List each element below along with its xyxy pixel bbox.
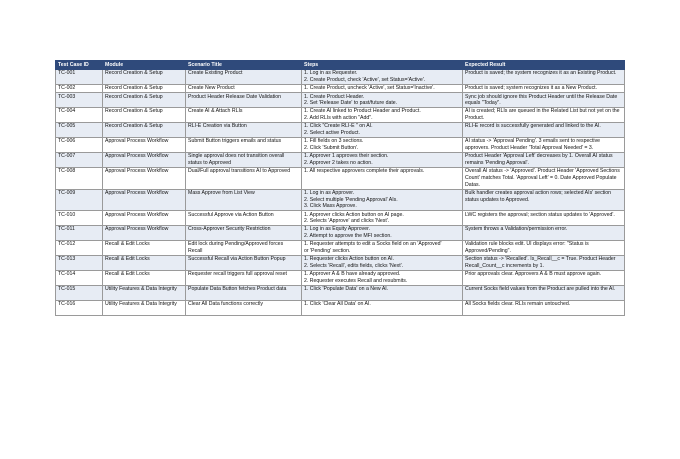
cell-scenario-title: Product Header Release Date Validation [186,93,302,108]
step-line: 1. Log in as Approver. [304,189,355,196]
cell-steps [302,138,463,153]
step-line: 1. Fill fields on 3 sections. [304,138,364,145]
step-line: 1. Approver A & B have already approved. [304,271,401,278]
cell-expected-result: Validation rule blocks edit. UI displays error: "Status is Approved/Pending". [463,241,625,256]
step-line: 2. Click 'Submit Button'. [304,145,359,152]
cell-expected-result: Overall AI status -> 'Approved'. Product Header 'Approved Sections Count' matches Total. 'Approval Left' = 0. Date Approved Populate Datas. [463,167,625,189]
cell-scenario-title: Requester recall triggers full approval reset [186,271,302,286]
step-line: 2. Selects 'Recall', edits fields, clicks 'Next'. [304,263,404,270]
header-scenario-title: Scenario Title [186,61,302,70]
cell-module: Approval Process Workflow [103,138,186,153]
cell-module: Approval Process Workflow [103,153,186,168]
cell-test-case-id: TC-012 [56,241,103,256]
table-row [56,189,625,211]
step-line: 1. All respective approvers complete their approvals. [304,168,425,175]
table-row [56,300,625,315]
table-row [56,226,625,241]
cell-expected-result: LWC registers the approval; section status updates to 'Approved'. [463,211,625,226]
step-line: 2. Requester executes Recall and resubmits. [304,277,408,284]
step-line: 1. Requester clicks Action button on AI. [304,256,394,263]
cell-scenario-title: Mass Approve from List View [186,189,302,211]
step-line: 1. Click 'Populate Data' on a New AI. [304,286,389,293]
cell-steps [302,271,463,286]
cell-test-case-id: TC-002 [56,84,103,92]
cell-test-case-id: TC-005 [56,123,103,138]
step-line: 1. Create AI linked to Product Header and Product. [304,108,421,115]
cell-steps [302,123,463,138]
cell-scenario-title: Dual/Full approval transitions AI to Approved [186,167,302,189]
cell-expected-result: Sync job should ignore this Product Header until the Release Date equals "Today". [463,93,625,108]
table-row [56,138,625,153]
cell-expected-result: AI status -> 'Approval Pending'. 3 emails sent to respective approvers. Product Header 'Total Approval Needed' = 3. [463,138,625,153]
cell-scenario-title: Populate Data Button fetches Product data [186,285,302,300]
cell-steps [302,189,463,211]
step-line: 1. Create Product, uncheck 'Active', set Status='Inactive'. [304,85,435,92]
cell-module: Recall & Edit Locks [103,241,186,256]
cell-scenario-title: Create AI & Attach RLIs [186,108,302,123]
cell-steps [302,226,463,241]
cell-expected-result: System throws a Validation/permission error. [463,226,625,241]
cell-scenario-title: Successful Approve via Action Button [186,211,302,226]
step-line: 1. Approver 1 approves their section. [304,153,389,160]
table-row [56,153,625,168]
cell-module: Approval Process Workflow [103,211,186,226]
header-expected-result: Expected Result [463,61,625,70]
step-line: 1. Approver clicks Action button on AI page. [304,211,404,218]
cell-module: Utility Features & Data Integrity [103,285,186,300]
cell-steps [302,300,463,315]
cell-expected-result: All Socks fields clear. RLIs remain untouched. [463,300,625,315]
cell-test-case-id: TC-008 [56,167,103,189]
table-row [56,285,625,300]
step-line: 1. Click 'Clear All Data' on AI. [304,301,371,308]
header-test-case-id: Test Case ID [56,61,103,70]
table-row [56,93,625,108]
cell-test-case-id: TC-004 [56,108,103,123]
cell-steps [302,84,463,92]
cell-test-case-id: TC-011 [56,226,103,241]
cell-steps [302,256,463,271]
cell-scenario-title: Create Existing Product [186,69,302,84]
step-line: 2. Select multiple 'Pending Approval' AIs. [304,196,398,203]
cell-scenario-title: RLI-E Creation via Button [186,123,302,138]
test-case-sheet [55,60,624,316]
header-module: Module [103,61,186,70]
cell-scenario-title: Successful Recall via Action Button Popup [186,256,302,271]
cell-test-case-id: TC-007 [56,153,103,168]
cell-module: Recall & Edit Locks [103,271,186,286]
cell-scenario-title: Submit Button triggers emails and status [186,138,302,153]
cell-scenario-title: Single approval does not transition overall status to Approved [186,153,302,168]
cell-steps [302,69,463,84]
test-case-table [55,60,625,316]
cell-module: Record Creation & Setup [103,123,186,138]
table-row [56,211,625,226]
cell-scenario-title: Clear All Data functions correctly [186,300,302,315]
step-line: 1. Log in as Equity Approver. [304,226,371,233]
cell-scenario-title: Cross-Approver Security Restriction [186,226,302,241]
step-line: 2. Selects 'Approve' and clicks 'Nest'. [304,218,390,225]
step-line: 3. Click Mass Approve. [304,203,357,210]
cell-scenario-title: Create New Product [186,84,302,92]
cell-module: Record Creation & Setup [103,84,186,92]
step-line: 1. Create Product Header. [304,93,365,100]
cell-module: Recall & Edit Locks [103,256,186,271]
table-row [56,108,625,123]
cell-expected-result: Prior approvals clear. Approvers A & B must approve again. [463,271,625,286]
cell-module: Record Creation & Setup [103,93,186,108]
cell-expected-result: Product is saved; system recognizes it as a New Product. [463,84,625,92]
step-line: 1. Log in as Requester. [304,70,358,77]
cell-steps [302,211,463,226]
step-line: 1. Click "Create RLI-E " on AI. [304,123,373,130]
cell-expected-result: Bulk handler creates approval action rows; selected AIs' section status updates to Approved. [463,189,625,211]
cell-expected-result: Product Header 'Approval Left' decreases by 1. Overall AI status remains 'Pending Approval'. [463,153,625,168]
cell-test-case-id: TC-014 [56,271,103,286]
table-row [56,241,625,256]
cell-test-case-id: TC-009 [56,189,103,211]
step-line: 2. Set 'Release Date' to past/future date. [304,100,398,107]
cell-expected-result: Section status -> 'Recalled'. Is_Recall__c = True. Product Header Recall_Count__c increments by 1. [463,256,625,271]
cell-test-case-id: TC-016 [56,300,103,315]
cell-test-case-id: TC-013 [56,256,103,271]
cell-test-case-id: TC-010 [56,211,103,226]
cell-test-case-id: TC-015 [56,285,103,300]
cell-test-case-id: TC-006 [56,138,103,153]
cell-steps [302,285,463,300]
step-line: 2. Attempt to approve the MFI section. [304,233,392,240]
cell-module: Utility Features & Data Integrity [103,300,186,315]
cell-steps [302,108,463,123]
cell-expected-result: Product is saved; the system recognizes it as an Existing Product. [463,69,625,84]
step-line: or 'Pending' section. [304,248,351,255]
table-row [56,256,625,271]
cell-steps [302,241,463,256]
cell-module: Record Creation & Setup [103,108,186,123]
cell-test-case-id: TC-003 [56,93,103,108]
step-line: 2. Create Product, check 'Active', set Status='Active'. [304,76,426,83]
cell-steps [302,167,463,189]
cell-module: Approval Process Workflow [103,167,186,189]
cell-module: Approval Process Workflow [103,226,186,241]
cell-scenario-title: Edit lock during Pending/Approved forces Recall [186,241,302,256]
step-line: 2. Select active Product. [304,130,360,137]
step-line: 2. Approver 2 takes no action. [304,159,373,166]
cell-expected-result: Current Socks field values from the Product are pulled into the AI. [463,285,625,300]
table-row [56,167,625,189]
cell-steps [302,93,463,108]
cell-expected-result: RLI-E record is successfully generated and linked to the AI. [463,123,625,138]
cell-module: Record Creation & Setup [103,69,186,84]
cell-expected-result: AI is created; RLIs are queued in the Related List but not yet on the Product. [463,108,625,123]
cell-test-case-id: TC-001 [56,69,103,84]
table-header-row [56,61,625,70]
table-row [56,271,625,286]
cell-module: Approval Process Workflow [103,189,186,211]
header-steps: Steps [302,61,463,70]
step-line: 2. Add RLIs with action "Add". [304,115,373,122]
table-row [56,84,625,92]
table-row [56,69,625,84]
table-row [56,123,625,138]
cell-steps [302,153,463,168]
step-line: 1. Requester attempts to edit a Socks field on an 'Approved' [304,241,442,248]
